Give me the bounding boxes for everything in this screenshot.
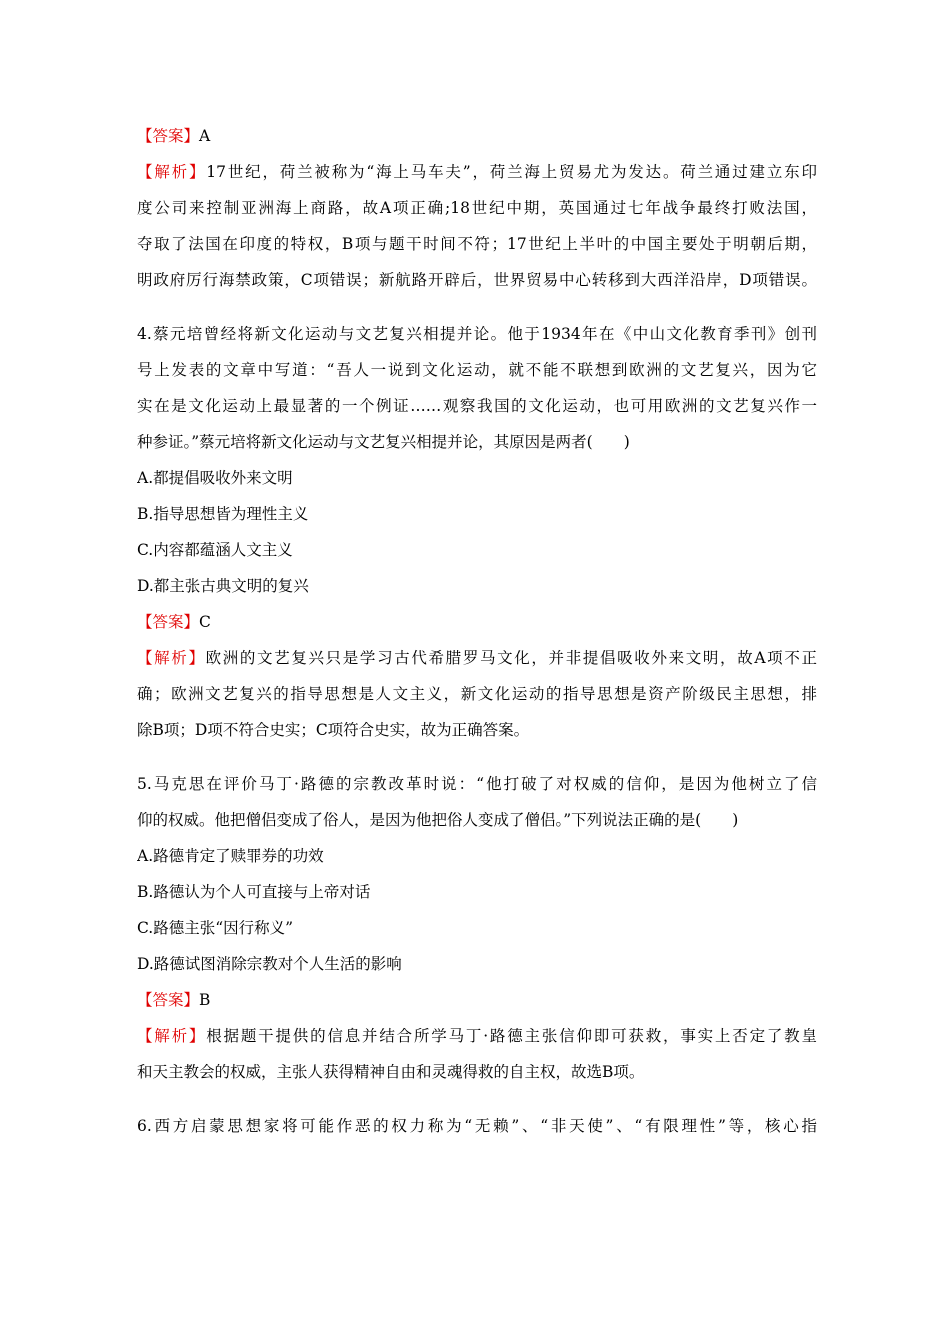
q5-stem-line-2: 仰的权威。他把僧侣变成了俗人，是因为他把俗人变成了僧侣。”下列说法正确的是( )	[137, 811, 739, 829]
q4-analysis-line-1: 【解析】欧洲的文艺复兴只是学习古代希腊罗马文化，并非提倡吸收外来文明，故A项不正	[137, 649, 817, 667]
q5-analysis-line-2: 和天主教会的权威，主张人获得精神自由和灵魂得救的自主权，故选B项。	[137, 1063, 645, 1081]
analysis-label: 【解析】	[137, 1027, 207, 1045]
q3-answer	[137, 118, 817, 154]
q5-analysis-line-1: 【解析】根据题干提供的信息并结合所学马丁·路德主张信仰即可获救，事实上否定了教皇	[137, 1027, 817, 1045]
q5-answer	[137, 982, 817, 1018]
q5-stem-line-1: 5.马克思在评价马丁·路德的宗教改革时说：“他打破了对权威的信仰，是因为他树立了信	[137, 775, 817, 793]
q4-option-a: A.都提倡吸收外来文明	[137, 469, 293, 487]
q4-stem-line-4: 种参证。”蔡元培将新文化运动与文艺复兴相提并论，其原因是两者( )	[137, 433, 630, 451]
analysis-label: 【解析】	[137, 649, 206, 667]
q4-answer-value: C	[199, 613, 211, 631]
q4-analysis-line-2: 确；欧洲文艺复兴的指导思想是人文主义，新文化运动的指导思想是资产阶级民主思想，排	[137, 685, 817, 703]
analysis-label: 【解析】	[137, 163, 207, 181]
q4-stem-line-1: 4.蔡元培曾经将新文化运动与文艺复兴相提并论。他于1934年在《中山文化教育季刊》创刊	[137, 325, 817, 343]
q5-option-c: C.路德主张“因行称义”	[137, 919, 294, 937]
q5-option-a: A.路德肯定了赎罪券的功效	[137, 847, 324, 865]
q4-option-b: B.指导思想皆为理性主义	[137, 505, 309, 523]
q4-option-d: D.都主张古典文明的复兴	[137, 577, 309, 595]
q3-analysis-line-2: 度公司来控制亚洲海上商路，故A项正确;18世纪中期，英国通过七年战争最终打败法国，	[137, 199, 817, 217]
q5-answer-value: B	[199, 991, 211, 1009]
q4-answer	[137, 604, 817, 640]
q5-option-d: D.路德试图消除宗教对个人生活的影响	[137, 955, 402, 973]
q6-stem-line-1: 6.西方启蒙思想家将可能作恶的权力称为“无赖”、“非天使”、“有限理性”等，核心指	[137, 1117, 817, 1135]
answer-label: 【答案】	[137, 613, 200, 631]
answer-label: 【答案】	[137, 991, 200, 1009]
answer-label: 【答案】	[137, 127, 200, 145]
q3-analysis-line-3: 夺取了法国在印度的特权，B项与题干时间不符；17世纪上半叶的中国主要处于明朝后期，	[137, 235, 817, 253]
q3-analysis-line-4: 明政府厉行海禁政策，C项错误；新航路开辟后，世界贸易中心转移到大西洋沿岸，D项错误。	[137, 271, 817, 289]
q3-answer-value: A	[199, 127, 211, 145]
document-page	[137, 118, 817, 1144]
q5-option-b: B.路德认为个人可直接与上帝对话	[137, 883, 371, 901]
q4-option-c: C.内容都蕴涵人文主义	[137, 541, 293, 559]
q4-stem-line-3: 实在是文化运动上最显著的一个例证……观察我国的文化运动，也可用欧洲的文艺复兴作一	[137, 397, 817, 415]
q4-analysis-line-3: 除B项；D项不符合史实；C项符合史实，故为正确答案。	[137, 721, 530, 739]
q4-stem-line-2: 号上发表的文章中写道：“吾人一说到文化运动，就不能不联想到欧洲的文艺复兴，因为它	[137, 361, 817, 379]
q3-analysis-line-1: 【解析】17世纪，荷兰被称为“海上马车夫”，荷兰海上贸易尤为发达。荷兰通过建立东印	[137, 163, 817, 181]
